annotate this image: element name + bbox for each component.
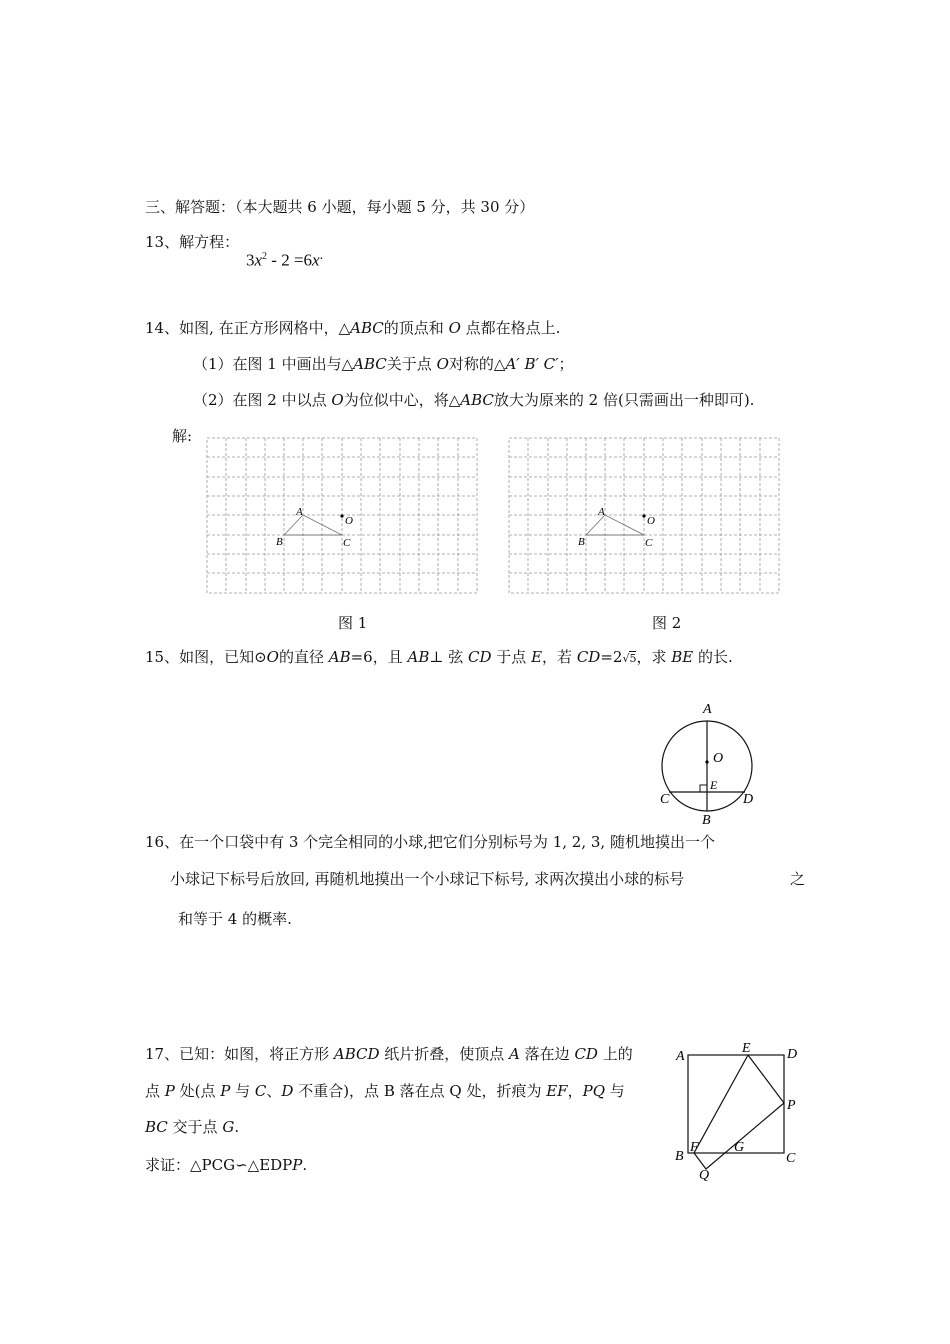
q16-line2: 小球记下标号后放回, 再随机地摸出一个小球记下标号, 求两次摸出小球的标号 <box>170 870 685 888</box>
q17-prove: 求证：△PCG∽△EDPP. <box>145 1156 308 1174</box>
label-p: P <box>787 1098 796 1113</box>
label-d: D <box>787 1047 798 1062</box>
q14-part2: （2）在图 2 中以点 O为位似中心，将△ABC放大为原来的 2 倍(只需画出一种即可). <box>193 391 755 409</box>
q16-line3: 和等于 4 的概率. <box>178 910 292 928</box>
label-a: A <box>676 1049 685 1064</box>
center-o <box>705 760 708 763</box>
label-b-1: B <box>276 536 283 548</box>
q16-line1: 16、在一个口袋中有 3 个完全相同的小球,把它们分别标号为 1, 2, 3, 随机地摸出一个 <box>145 833 715 851</box>
label-b: B <box>702 813 711 826</box>
label-o-2: O <box>647 515 655 527</box>
label-o: O <box>713 751 724 766</box>
triangle-abc-1 <box>284 515 342 535</box>
triangle-abc-2 <box>586 515 644 535</box>
point-o-2 <box>642 514 645 517</box>
figure-caption-1: 图 1 <box>338 614 368 632</box>
q17-line2: 点 P 处(点 P 与 C、D 不重合)，点 B 落在点 Q 处，折痕为 EF，PQ 与 <box>145 1082 625 1100</box>
q17-line1: 17、已知：如图，将正方形 ABCD 纸片折叠，使顶点 A 落在边 CD 上的 <box>145 1045 633 1063</box>
q14-part1: （1）在图 1 中画出与△ABC关于点 O对称的△A′ B′ C′； <box>193 355 574 373</box>
label-a-2: A <box>598 506 605 518</box>
label-d: D <box>743 792 754 807</box>
label-e: E <box>710 778 718 792</box>
label-c-2: C <box>645 537 653 549</box>
square-fold-figure <box>670 1040 810 1185</box>
label-e: E <box>742 1041 751 1056</box>
grid-figure-1 <box>206 437 479 595</box>
label-o-1: O <box>345 515 353 527</box>
q14-stem: 14、如图, 在正方形网格中，△ABC的顶点和 O 点都在格点上. <box>145 319 561 337</box>
q14-answer-label: 解: <box>172 427 193 445</box>
q17-line3: BC 交于点 G. <box>145 1118 240 1136</box>
label-g: G <box>734 1140 745 1155</box>
grid-figure-2 <box>508 437 781 595</box>
q16-line2-tail: 之 <box>790 870 806 888</box>
point-o-1 <box>340 514 343 517</box>
q15-stem: 15、如图，已知⊙O的直径 AB=6，且 AB⊥ 弦 CD 于点 E，若 CD=2√5，求 BE 的长. <box>145 648 733 666</box>
q13-label: 13、解方程： <box>145 233 240 251</box>
label-b: B <box>675 1149 684 1164</box>
figure-caption-2: 图 2 <box>652 614 682 632</box>
label-c: C <box>786 1151 796 1166</box>
label-a: A <box>703 702 712 717</box>
right-angle-mark <box>700 785 707 792</box>
circle-figure <box>652 696 762 826</box>
q13-equation: $3x^2 - 2 =6x^.$ <box>246 247 324 270</box>
label-a-1: A <box>296 506 303 518</box>
label-b-2: B <box>578 536 585 548</box>
label-q: Q <box>699 1168 710 1183</box>
label-c: C <box>660 792 670 807</box>
section-heading: 三、解答题：（本大题共 6 小题，每小题 5 分，共 30 分） <box>145 198 535 216</box>
label-f: F <box>690 1140 699 1155</box>
label-c-1: C <box>343 537 351 549</box>
